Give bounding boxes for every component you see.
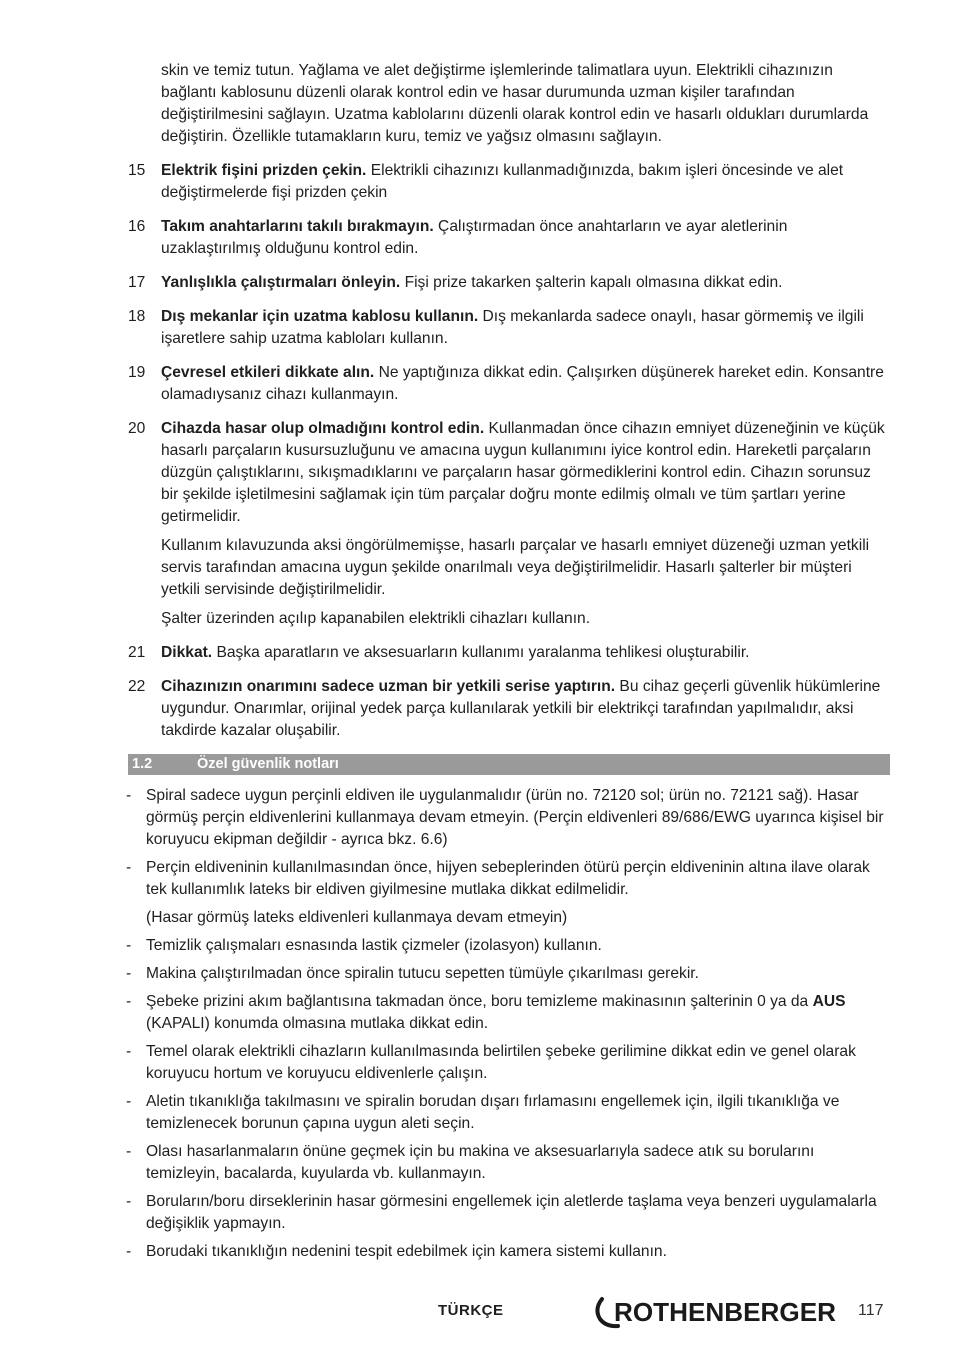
bullet-dash: - xyxy=(126,1243,132,1260)
list-item xyxy=(126,1141,890,1185)
bullet-dash: - xyxy=(126,1143,132,1160)
item-number: 19 xyxy=(128,364,146,381)
item-22 xyxy=(128,676,890,742)
bullet-dash: - xyxy=(126,787,132,804)
bullet-text: Perçin eldiveninin kullanılmasından önce, hijyen sebeplerinden ötürü perçin eldiveninin altına ilave olarak tek kullanımlık lateks bir eldiven giyilmesine mutlaka dikkat edilmelidir. xyxy=(146,859,870,898)
page-number: 117 xyxy=(858,1302,884,1319)
item-heading: Dikkat. xyxy=(161,644,213,661)
item-text: Ne yaptığınıza dikkat edin. Çalışırken düşünerek hareket edin. Konsantre olamadıysanız cihazı kullanmayın. xyxy=(161,364,884,403)
bullet-list xyxy=(126,785,890,1263)
bullet-text: Borudaki tıkanıklığın nedenini tespit edebilmek için kamera sistemi kullanın. xyxy=(146,1243,667,1260)
section-number: 1.2 xyxy=(132,756,153,772)
bullet-dash: - xyxy=(126,993,132,1010)
section-heading xyxy=(128,754,890,775)
item-20-extra-1: Kullanım kılavuzunda aksi öngörülmemişse, hasarlı parçalar ve hasarlı emniyet düzeneği uzman yetkili servis tarafından amacına uygun şekilde onarılmalı veya değiştirilmelidir. Hasarlı şalterler bir müşteri yetkili servisinde değiştirilmelidir. xyxy=(161,537,870,598)
bullet-text-bold: AUS xyxy=(812,993,846,1010)
bullet-text: Boruların/boru dirseklerinin hasar görmesini engellemek için aletlerde taşlama veya benzeri uygulamalarla değişiklik yapmayın. xyxy=(146,1193,877,1232)
item-text: Elektrikli cihazınızı kullanmadığınızda, bakım işleri öncesinde ve alet değiştirmelerde fişi prizden çekin xyxy=(161,162,844,201)
bullet-text-post: (KAPALI) konumda olmasına mutlaka dikkat edin. xyxy=(146,1015,489,1032)
bullet-dash: - xyxy=(126,859,132,876)
list-item xyxy=(126,785,890,851)
item-heading: Dış mekanlar için uzatma kablosu kullanın. xyxy=(161,308,479,325)
list-item xyxy=(126,1091,890,1135)
list-item xyxy=(126,1041,890,1085)
bullet-subnote: (Hasar görmüş lateks eldivenleri kullanmaya devam etmeyin) xyxy=(146,909,568,926)
list-item xyxy=(126,991,890,1035)
bullet-text: Makina çalıştırılmadan önce spiralin tutucu sepetten tümüyle çıkarılması gerekir. xyxy=(146,965,699,982)
item-text: Kullanmadan önce cihazın emniyet düzeneğinin ve küçük hasarlı parçaların kusursuzluğunu ve amacına uygun kullanımını iyice kontrol edin. Hareketli parçaların düzgün çalıştıklarını, sıkışmadıklarını ve parçaların hasar görmediklerini kontrol edin. Cihazın sorunsuz bir şekilde işletilmesini sağlamak için tüm parçalar doğru monte edilmiş olmalı ve tüm şartları yerine getirmelidir. xyxy=(161,420,885,525)
rothenberger-logo xyxy=(592,1295,840,1329)
item-heading: Takım anahtarlarını takılı bırakmayın. xyxy=(161,218,434,235)
item-number: 16 xyxy=(128,218,146,235)
item-heading: Cihazda hasar olup olmadığını kontrol edin. xyxy=(161,420,485,437)
list-item xyxy=(126,963,890,985)
bullet-text: Aletin tıkanıklığa takılmasını ve spiralin borudan dışarı fırlamasını engellemek için, ilgili tıkanıklığa ve temizlenecek borunun çapına uygun aleti seçin. xyxy=(146,1093,840,1132)
item-16 xyxy=(128,216,890,260)
item-number: 17 xyxy=(128,274,146,291)
item-18 xyxy=(128,306,890,350)
item-19 xyxy=(128,362,890,406)
bullet-dash: - xyxy=(126,937,132,954)
item-text: Dış mekanlarda sadece onaylı, hasar görmemiş ve ilgili işaretlere sahip uzatma kabloları kullanın. xyxy=(161,308,864,347)
page-content xyxy=(128,60,890,1269)
item-15 xyxy=(128,160,890,204)
list-item xyxy=(126,1241,890,1263)
language-label: TÜRKÇE xyxy=(438,1302,504,1319)
section-title: Özel güvenlik notları xyxy=(197,756,339,772)
item-text: Bu cihaz geçerli güvenlik hükümlerine uygundur. Onarımlar, orijinal yedek parça kullanılarak yetkili bir elektrikçi tarafından yapılmalıdır, aksi takdirde kazalar oluşabilir. xyxy=(161,678,881,739)
bullet-text-pre: Şebeke prizini akım bağlantısına takmadan önce, boru temizleme makinasının şalterinin 0 ya da xyxy=(146,993,813,1010)
bullet-dash: - xyxy=(126,1043,132,1060)
item-text: Çalıştırmadan önce anahtarların ve ayar aletlerinin uzaklaştırılmış olduğunu kontrol edin. xyxy=(161,218,788,257)
bullet-dash: - xyxy=(126,1193,132,1210)
bullet-dash: - xyxy=(126,965,132,982)
item-heading: Elektrik fişini prizden çekin. xyxy=(161,162,367,179)
page-footer xyxy=(0,1295,954,1335)
item-text: Fişi prize takarken şalterin kapalı olmasına dikkat edin. xyxy=(400,274,783,291)
item-number: 22 xyxy=(128,678,146,695)
item-17 xyxy=(128,272,890,294)
item-number: 18 xyxy=(128,308,146,325)
bullet-text: Temel olarak elektrikli cihazların kullanılmasında belirtilen şebeke gerilimine dikkat edin ve genel olarak koruyucu hortum ve koruyucu eldivenlerle çalışın. xyxy=(146,1043,856,1082)
item-20 xyxy=(128,418,890,528)
list-item xyxy=(126,935,890,957)
intro-paragraph: skin ve temiz tutun. Yağlama ve alet değiştirme işlemlerinde talimatlara uyun. Elektrikli cihazınızın bağlantı kablosunu düzenli olarak kontrol edin ve hasar durumunda uzman kişiler tarafından değiştirilmesini sağlayın. Uzatma kablolarını düzenli olarak kontrol edin ve hasarlı oldukları durumlarda değiştirin. Özellikle tutamakların kuru, temiz ve yağsız olmasını sağlayın. xyxy=(161,62,869,145)
item-21 xyxy=(128,642,890,664)
item-20-extra-2: Şalter üzerinden açılıp kapanabilen elektrikli cihazları kullanın. xyxy=(161,610,591,627)
item-number: 21 xyxy=(128,644,146,661)
item-heading: Yanlışlıkla çalıştırmaları önleyin. xyxy=(161,274,401,291)
list-item xyxy=(126,857,890,901)
item-number: 15 xyxy=(128,162,146,179)
brand-name: ROTHENBERGER xyxy=(614,1297,837,1327)
bullet-text: Temizlik çalışmaları esnasında lastik çizmeler (izolasyon) kullanın. xyxy=(146,937,602,954)
bullet-text: Spiral sadece uygun perçinli eldiven ile uygulanmalıdır (ürün no. 72120 sol; ürün no. 72121 sağ). Hasar görmüş perçin eldivenlerini kullanmaya devam etmeyin. (Perçin eldivenleri 89/686/EWG uyarınca kişisel bir koruyucu ekipman değildir - ayrıca bkz. 6.6) xyxy=(146,787,884,848)
bullet-text: Olası hasarlanmaların önüne geçmek için bu makina ve aksesuarlarıyla sadece atık su borularını temizleyin, bacalarda, kuyularda vb. kullanmayın. xyxy=(146,1143,815,1182)
item-number: 20 xyxy=(128,420,146,437)
item-text: Başka aparatların ve aksesuarların kullanımı yaralanma tehlikesi oluşturabilir. xyxy=(212,644,750,661)
item-heading: Cihazınızın onarımını sadece uzman bir yetkili serise yaptırın. xyxy=(161,678,616,695)
item-heading: Çevresel etkileri dikkate alın. xyxy=(161,364,375,381)
list-item xyxy=(126,1191,890,1235)
bullet-dash: - xyxy=(126,1093,132,1110)
